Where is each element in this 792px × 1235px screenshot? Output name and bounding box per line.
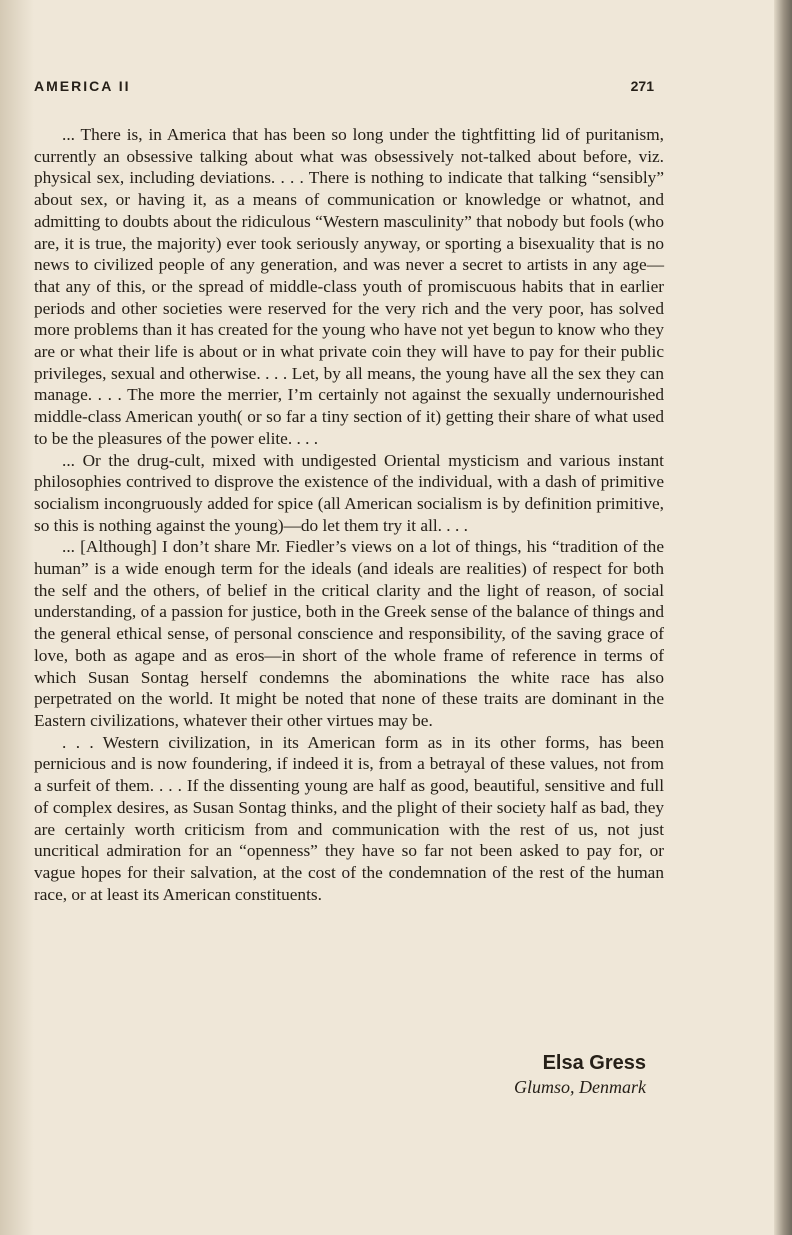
paragraph: ... Or the drug-cult, mixed with undigested Oriental mysticism and various instant philosophies contrived to disprove the existence of the individual, with a dash of primitive socialism incongruously added for spice (all American socialism is by definition primitive, so this is nothing against the young)—do let them try it all. . . . <box>34 450 664 535</box>
running-title: AMERICA II <box>34 78 131 94</box>
page-number: 271 <box>630 78 654 94</box>
author-location: Glumso, Denmark <box>514 1077 646 1097</box>
page-gutter-shadow <box>0 0 34 1235</box>
signature-block <box>514 1052 646 1098</box>
paragraph: ... There is, in America that has been so long under the tightfitting lid of puritanism, currently an obsessive talking about what was obsessively not-talked about before, viz. physical sex, including deviations. . . . There is nothing to indicate that talking “sensibly” about sex, or having it, as a means of communication or knowledge or whatnot, and admitting to doubts about the ridiculous “Western masculinity” that nobody but fools (who are, it is true, the majority) ever took seriously anyway, or sporting a bisexuality that is no news to civilized people of any generation, and was never a secret to artists in any age—that any of this, or the spread of middle-class youth of promiscuous habits that in earlier periods and other societies were reserved for the very rich and the very poor, has solved more problems than it has created for the young who have not yet begun to know who they are or what their life is about or in what private coin they will have to pay for their public privileges, sexual and otherwise. . . . Let, by all means, the young have all the sex they can manage. . . . The more the merrier, I’m certainly not against the sexually undernourished middle-class American youth( or so far a tiny section of it) getting their share of what used to be the pleasures of the power elite. . . . <box>34 125 664 448</box>
author-name: Elsa Gress <box>542 1052 646 1074</box>
paragraph: . . . Western civilization, in its American form as in its other forms, has been pernicious and is now foundering, if indeed it is, from a betrayal of these values, not from a surfeit of them. . . . If the dissenting young are half as good, beautiful, sensitive and full of complex desires, as Susan Sontag thinks, and the plight of their society half as bad, they are certainly worth criticism from and communication with the rest of us, not just uncritical admiration for an “openness” they have so far not been asked to pay for, or vague hopes for their salvation, at the cost of the condemnation of the rest of the human race, or at least its American constituents. <box>34 732 664 904</box>
letter-body <box>34 124 664 905</box>
paragraph: ... [Although] I don’t share Mr. Fiedler’s views on a lot of things, his “tradition of the human” is a wide enough term for the ideals (and ideals are realities) of respect for both the self and the others, of belief in the critical clarity and the light of reason, of social understanding, of a passion for justice, both in the Greek sense of the balance of things and the general ethical sense, of personal conscience and responsibility, of the saving grace of love, both as agape and as eros—in short of the whole frame of reference in terms of which Susan Sontag herself condemns the abominations the white race has also perpetrated on the world. It might be noted that none of these traits are dominant in the Eastern civilizations, whatever their other virtues may be. <box>34 537 664 730</box>
page-edge <box>774 0 792 1235</box>
